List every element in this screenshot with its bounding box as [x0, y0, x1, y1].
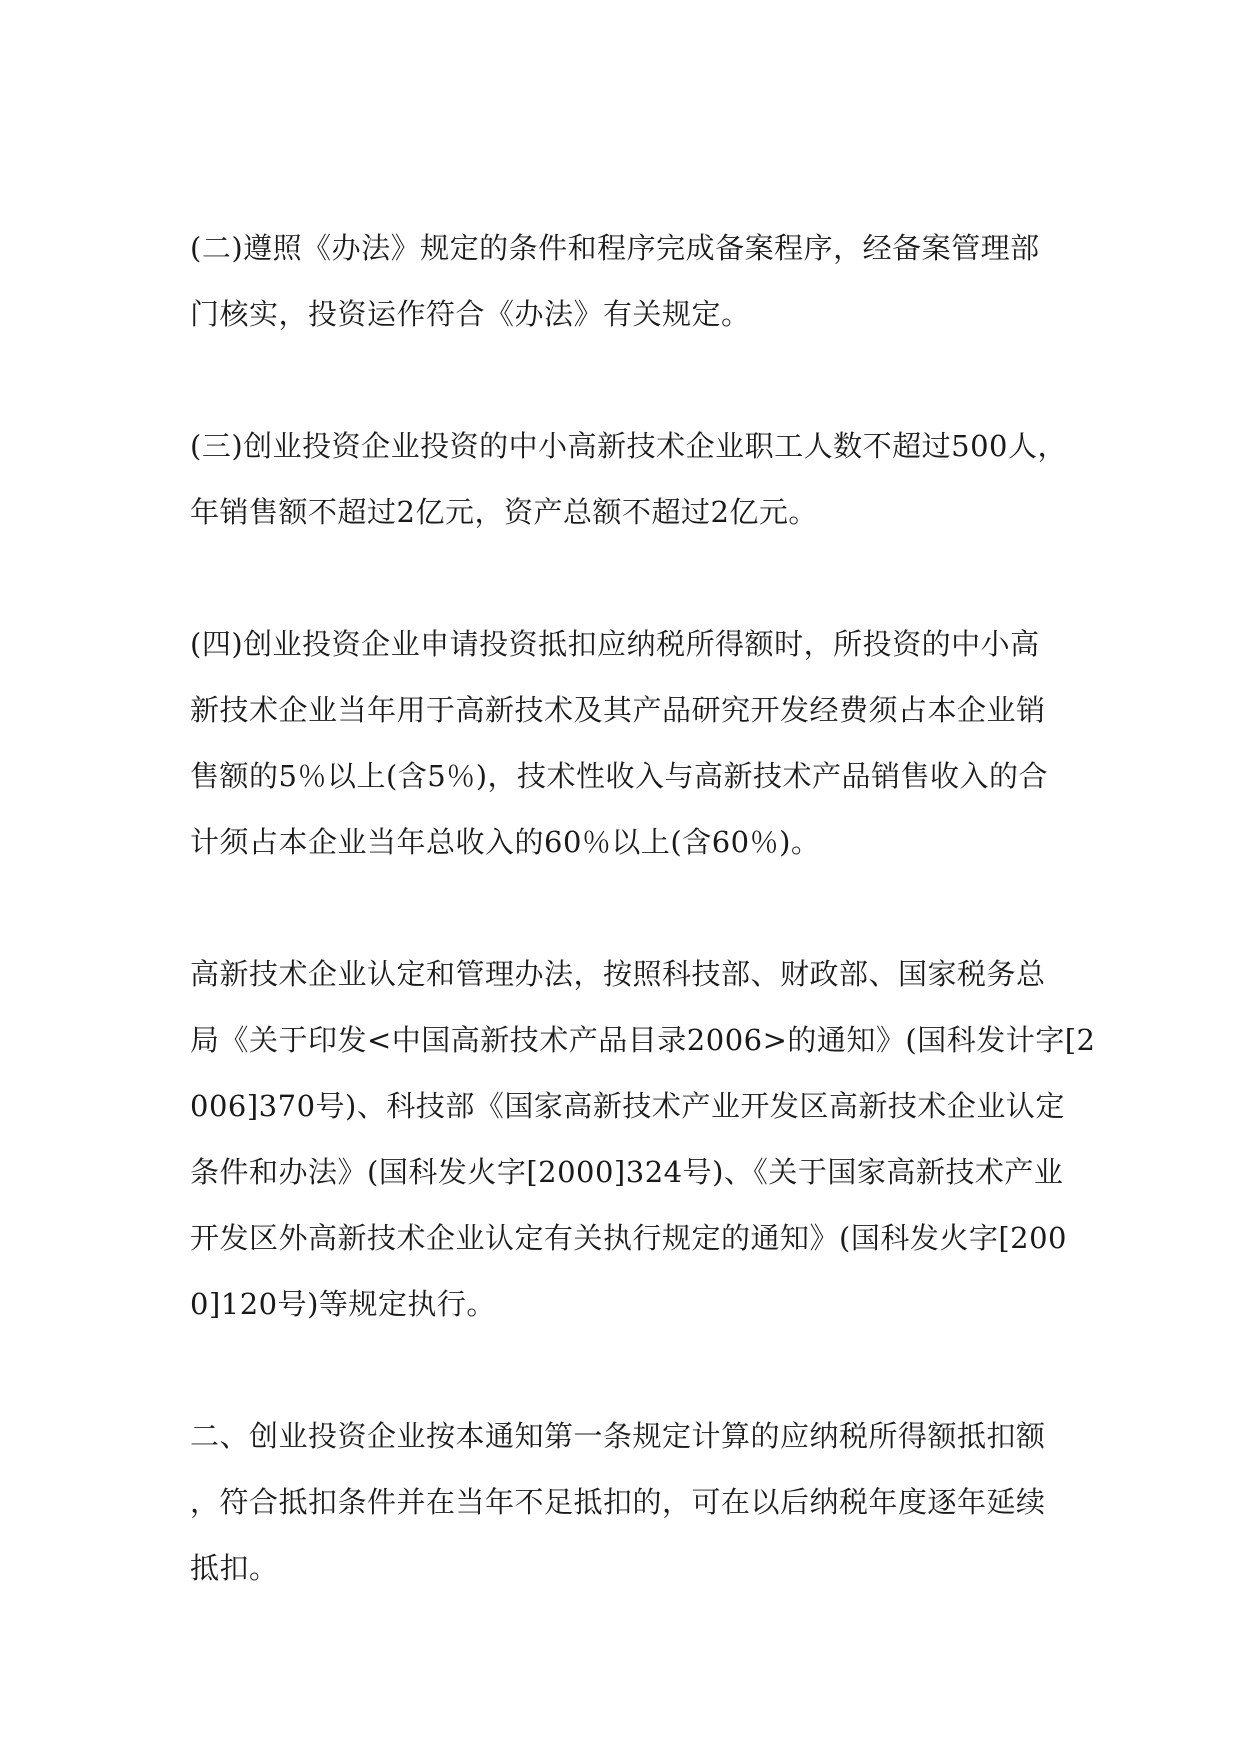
paragraph-4-line-3: 006]370号)、科技部《国家高新技术产业开发区高新技术企业认定 — [190, 1089, 1065, 1123]
paragraph-3-line-1: (四)创业投资企业申请投资抵扣应纳税所得额时，所投资的中小高 — [190, 627, 1040, 661]
paragraph-2-line-2: 年销售额不超过2亿元，资产总额不超过2亿元。 — [190, 495, 818, 529]
paragraph-5-line-1: 二、创业投资企业按本通知第一条规定计算的应纳税所得额抵扣额 — [190, 1419, 1046, 1453]
paragraph-4-line-4: 条件和办法》(国科发火字[2000]324号)、《关于国家高新技术产业 — [190, 1155, 1064, 1189]
paragraph-4-line-1: 高新技术企业认定和管理办法，按照科技部、财政部、国家税务总 — [190, 957, 1046, 991]
paragraph-3-line-3: 售额的5％以上(含5％)，技术性收入与高新技术产品销售收入的合 — [190, 759, 1049, 793]
paragraph-5-line-3: 抵扣。 — [190, 1551, 279, 1585]
paragraph-2-line-1: (三)创业投资企业投资的中小高新技术企业职工人数不超过500人， — [190, 429, 1067, 463]
paragraph-4-line-6: 0]120号)等规定执行。 — [190, 1287, 496, 1321]
paragraph-5-line-2: ，符合抵扣条件并在当年不足抵扣的，可在以后纳税年度逐年延续 — [190, 1485, 1046, 1519]
paragraph-3-line-2: 新技术企业当年用于高新技术及其产品研究开发经费须占本企业销 — [190, 693, 1046, 727]
paragraph-4-line-5: 开发区外高新技术企业认定有关执行规定的通知》(国科发火字[200 — [190, 1221, 1067, 1255]
paragraph-4-line-2: 局《关于印发<中国高新技术产品目录2006>的通知》(国科发计字[2 — [190, 1023, 1096, 1057]
paragraph-1-line-1: (二)遵照《办法》规定的条件和程序完成备案程序，经备案管理部 — [190, 231, 1040, 265]
paragraph-1-line-2: 门核实，投资运作符合《办法》有关规定。 — [190, 297, 751, 331]
paragraph-3-line-4: 计须占本企业当年总收入的60％以上(含60％)。 — [190, 825, 821, 859]
